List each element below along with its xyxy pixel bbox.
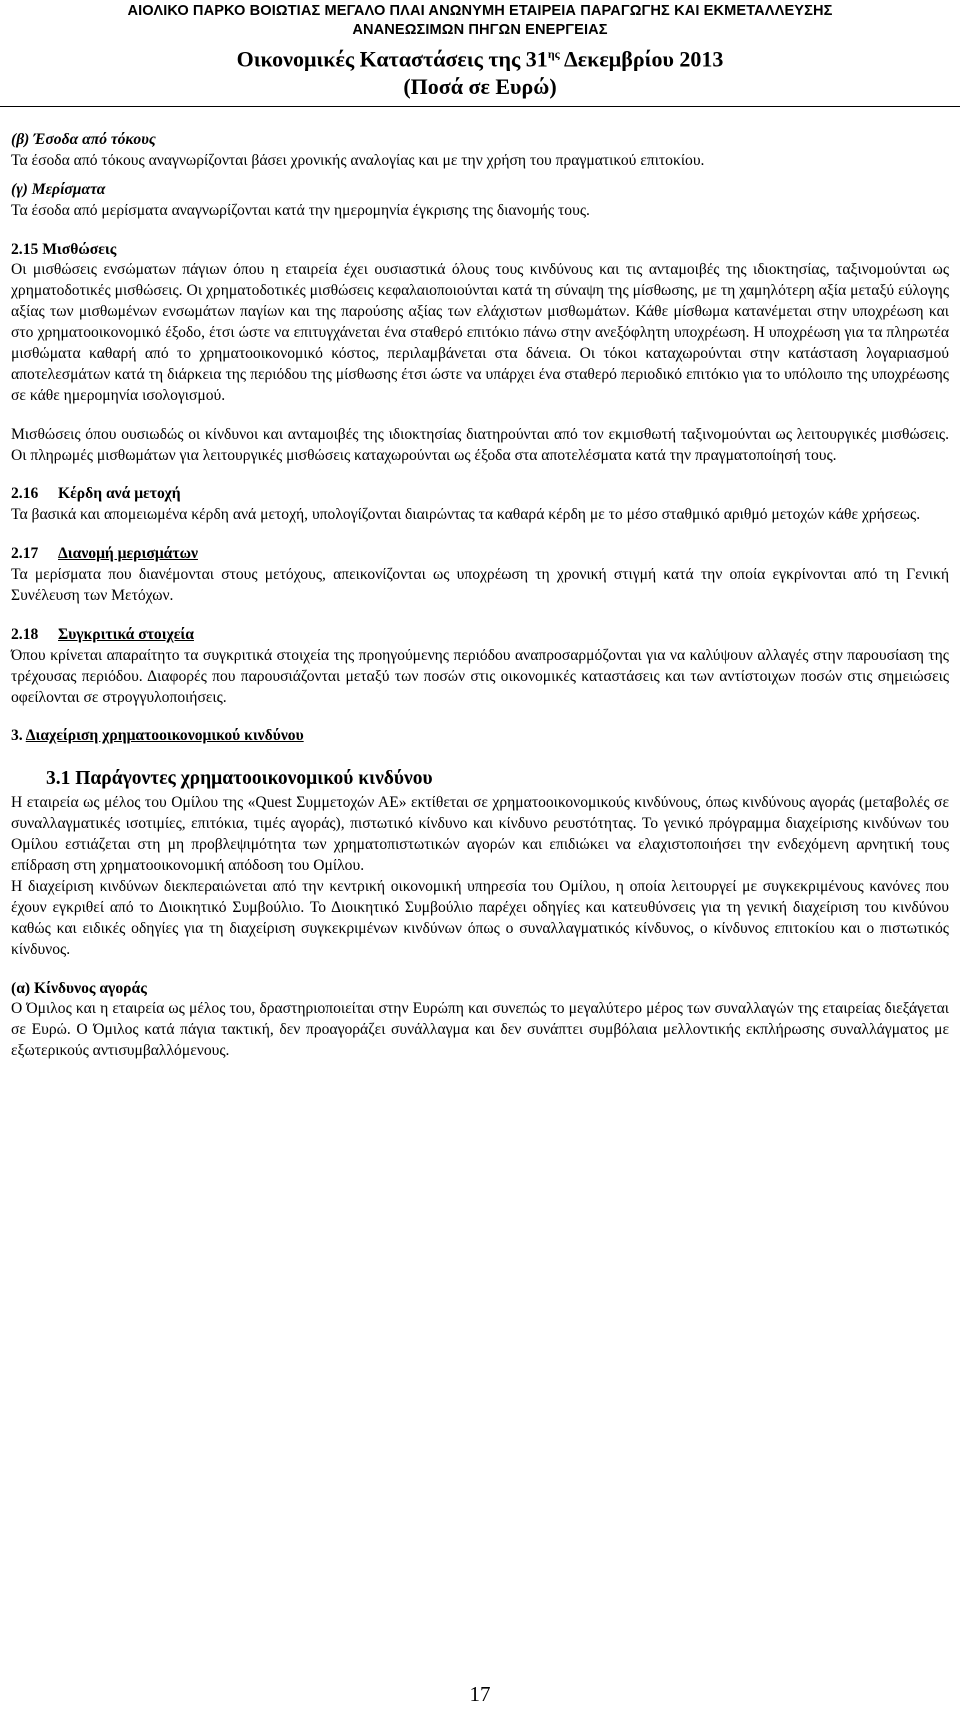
heading-comparatives-number: 2.18 bbox=[11, 625, 39, 643]
statements-title-sup: ης bbox=[547, 47, 560, 61]
statements-title bbox=[0, 40, 960, 73]
page-number: 17 bbox=[469, 1682, 491, 1706]
heading-dividend-number: 2.17 bbox=[11, 545, 39, 563]
statements-title-a: Οικονομικές Καταστάσεις της 31 bbox=[236, 46, 548, 72]
heading-eps bbox=[11, 484, 949, 505]
statements-title-b: Δεκεμβρίου 2013 bbox=[559, 46, 724, 72]
text-leases-2: Μισθώσεις όπου ουσιωδώς οι κίνδυνοι και ανταμοιβές της ιδιοκτησίας διατηρούνται από τον εκμισθωτή ταξινομούνται ως λειτουργικές μισθώσεις. Οι πληρωμές μισθωμάτων για λειτουργικές μισθώσεις καταχωρούνται ως έξοδα στα αποτελέσματα κατά την πραγματοποίησή τους. bbox=[11, 425, 949, 464]
text-eps: Τα βασικά και απομειωμένα κέρδη ανά μετοχή, υπολογίζονται διαιρώντας τα καθαρά κέρδη με το μέσο σταθμικό αριθμό μετοχών κάθε χρήσεως. bbox=[11, 506, 921, 524]
company-name-line2: ΑΝΑΝΕΩΣΙΜΩΝ ΠΗΓΩΝ ΕΝΕΡΓΕΙΑΣ bbox=[352, 22, 608, 38]
text-leases-1: Οι μισθώσεις ενσώματων πάγιων όπου η εταιρεία έχει ουσιαστικά όλους τους κινδύνους και τις ανταμοιβές της ιδιοκτησίας, ταξινομούνται ως χρηματοδοτικές μισθώσεις. Οι χρηματοδοτικές μισθώσεις κεφαλαιοποιούνται κατά τη σύναψη της μίσθωσης, με τη χαμηλότερη αξία μεταξύ εύλογης αξίας των μισθωμένων ενσωμάτων παγίων και της παρούσης αξίας των ελάχιστων μισθωμάτων. Κάθε μίσθωμα κατανέμεται στην υποχρέωση και στο χρηματοοικονομικό έξοδο, έτσι ώστε να επιτυγχάνεται ένα σταθερό επιτόκιο πάνω στην ανεξόφλητη υποχρέωση. Η υποχρέωση για τα πληρωτέα μισθώματα καθαρή από το χρηματοοικονομικό κόστος, περιλαμβάνεται στα δάνεια. Οι τόκοι καταχωρούνται στην κατάσταση λογαριασμού αποτελεσμάτων κατά τη διάρκεια της περιόδου της μίσθωσης έτσι ώστε να υπάρχει ένα σταθερό περιοδικό επιτόκιο για το υπόλοιπο της υποχρέωσης σε κάθε ημερομηνία ισολογισμού. bbox=[11, 261, 949, 404]
heading-leases: 2.15 Μισθώσεις bbox=[11, 240, 117, 258]
currency-note: (Ποσά σε Ευρώ) bbox=[403, 74, 557, 100]
text-interest-income: Τα έσοδα από τόκους αναγνωρίζονται βάσει χρονικής αναλογίας και με την χρήση του πραγματικού επιτοκίου. bbox=[11, 151, 705, 169]
text-comparatives: Όπου κρίνεται απαραίτητο τα συγκριτικά στοιχεία της προηγούμενης περιόδου αναπροσαρμόζονται για να καλύψουν αλλαγές στην παρουσίαση της τρέχουσας περιόδου. Διαφορές που παρουσιάζονται μεταξύ των ποσών στις οικονομικές καταστάσεις και των αντίστοιχων ποσών στις σημειώσεις οφείλονται σε στρογγυλοποιήσεις. bbox=[11, 646, 949, 706]
heading-market-risk: (α) Κίνδυνος αγοράς bbox=[11, 979, 147, 997]
company-name-line1: ΑΙΟΛΙΚΟ ΠΑΡΚΟ ΒΟΙΩΤΙΑΣ ΜΕΓΑΛΟ ΠΛΑΙ ΑΝΩΝΥΜΗ ΕΤΑΙΡΕΙΑ ΠΑΡΑΓΩΓΗΣ ΚΑΙ ΕΚΜΕΤΑΛΛΕΥΣΗΣ bbox=[127, 3, 833, 19]
heading-risk-factors: 3.1 Παράγοντες χρηματοοικονομικού κινδύνου bbox=[46, 768, 433, 790]
heading-eps-title: Κέρδη ανά μετοχή bbox=[58, 485, 181, 503]
text-risk-factors-2: Η διαχείριση κινδύνων διεκπεραιώνεται από την κεντρική οικονομική υπηρεσία του Ομίλου, η οποία λειτουργεί με συγκεκριμένους κανόνες που έχουν εγκριθεί από το Διοικητικό Συμβούλιο. Το Διοικητικό Συμβούλιο παρέχει οδηγίες και κατευθύνσεις για τη γενική διαχείριση του κινδύνου καθώς και ειδικές οδηγίες για τη διαχείριση συγκεκριμένων κινδύνων όπως ο συναλλαγματικός κίνδυνος, ο κίνδυνος επιτοκίου και ο πιστωτικός κίνδυνος. bbox=[11, 877, 949, 958]
heading-risk-title: Διαχείριση χρηματοοικονομικού κινδύνου bbox=[25, 727, 304, 745]
document-body bbox=[11, 130, 949, 1062]
header-divider bbox=[0, 106, 960, 107]
text-dividends: Τα έσοδα από μερίσματα αναγνωρίζονται κατά την ημερομηνία έγκρισης της διανομής τους. bbox=[11, 201, 590, 219]
heading-dividend-distribution bbox=[11, 544, 949, 565]
heading-eps-number: 2.16 bbox=[11, 485, 39, 503]
text-market-risk: Ο Όμιλος και η εταιρεία ως μέλος του, δραστηριοποιείται στην Ευρώπη και συνεπώς το μεγαλύτερο μέρος των συναλλαγών της εταιρείας διεξάγεται σε Ευρώ. Ο Όμιλος κατά πάγια τακτική, δεν προαγοράζει συνάλλαγμα και δεν συνάπτει συμβόλαια μελλοντικής εκπλήρωσης συναλλάγματος με εξωτερικούς αντισυμβαλλόμενους. bbox=[11, 1000, 949, 1060]
heading-dividend-title: Διανομή μερισμάτων bbox=[58, 545, 198, 563]
heading-interest-income: (β) Έσοδα από τόκους bbox=[11, 131, 156, 148]
heading-comparatives-title: Συγκριτικά στοιχεία bbox=[58, 625, 194, 643]
page-header bbox=[0, 0, 960, 101]
heading-comparatives bbox=[11, 625, 949, 646]
heading-dividends: (γ) Μερίσματα bbox=[11, 180, 106, 198]
text-dividend-distribution: Τα μερίσματα που διανέμονται στους μετόχους, απεικονίζονται ως υποχρέωση τη χρονική στιγμή κατά την οποία εγκρίνονται από τη Γενική Συνέλευση των Μετόχων. bbox=[11, 566, 949, 605]
heading-risk-management bbox=[11, 726, 949, 747]
heading-risk-number: 3. bbox=[11, 727, 26, 745]
text-risk-factors-1: Η εταιρεία ως μέλος του Ομίλου της «Quest Συμμετοχών ΑΕ» εκτίθεται σε χρηματοοικονομικούς κινδύνους, όπως κινδύνους αγοράς (μεταβολές σε συναλλαγματικές ισοτιμίες, επιτόκια, τιμές αγοράς), πιστωτικό κίνδυνο και κίνδυνο ρευστότητας. Το γενικό πρόγραμμα διαχείρισης κινδύνων του Ομίλου εστιάζεται στη μη προβλεψιμότητα των χρηματοπιστωτικών αγορών και επιδιώκει να ελαχιστοποιήσει την ενδεχόμενη αρνητική τους επίδραση στη χρηματοοικονομική απόδοση του Ομίλου. bbox=[11, 794, 949, 875]
